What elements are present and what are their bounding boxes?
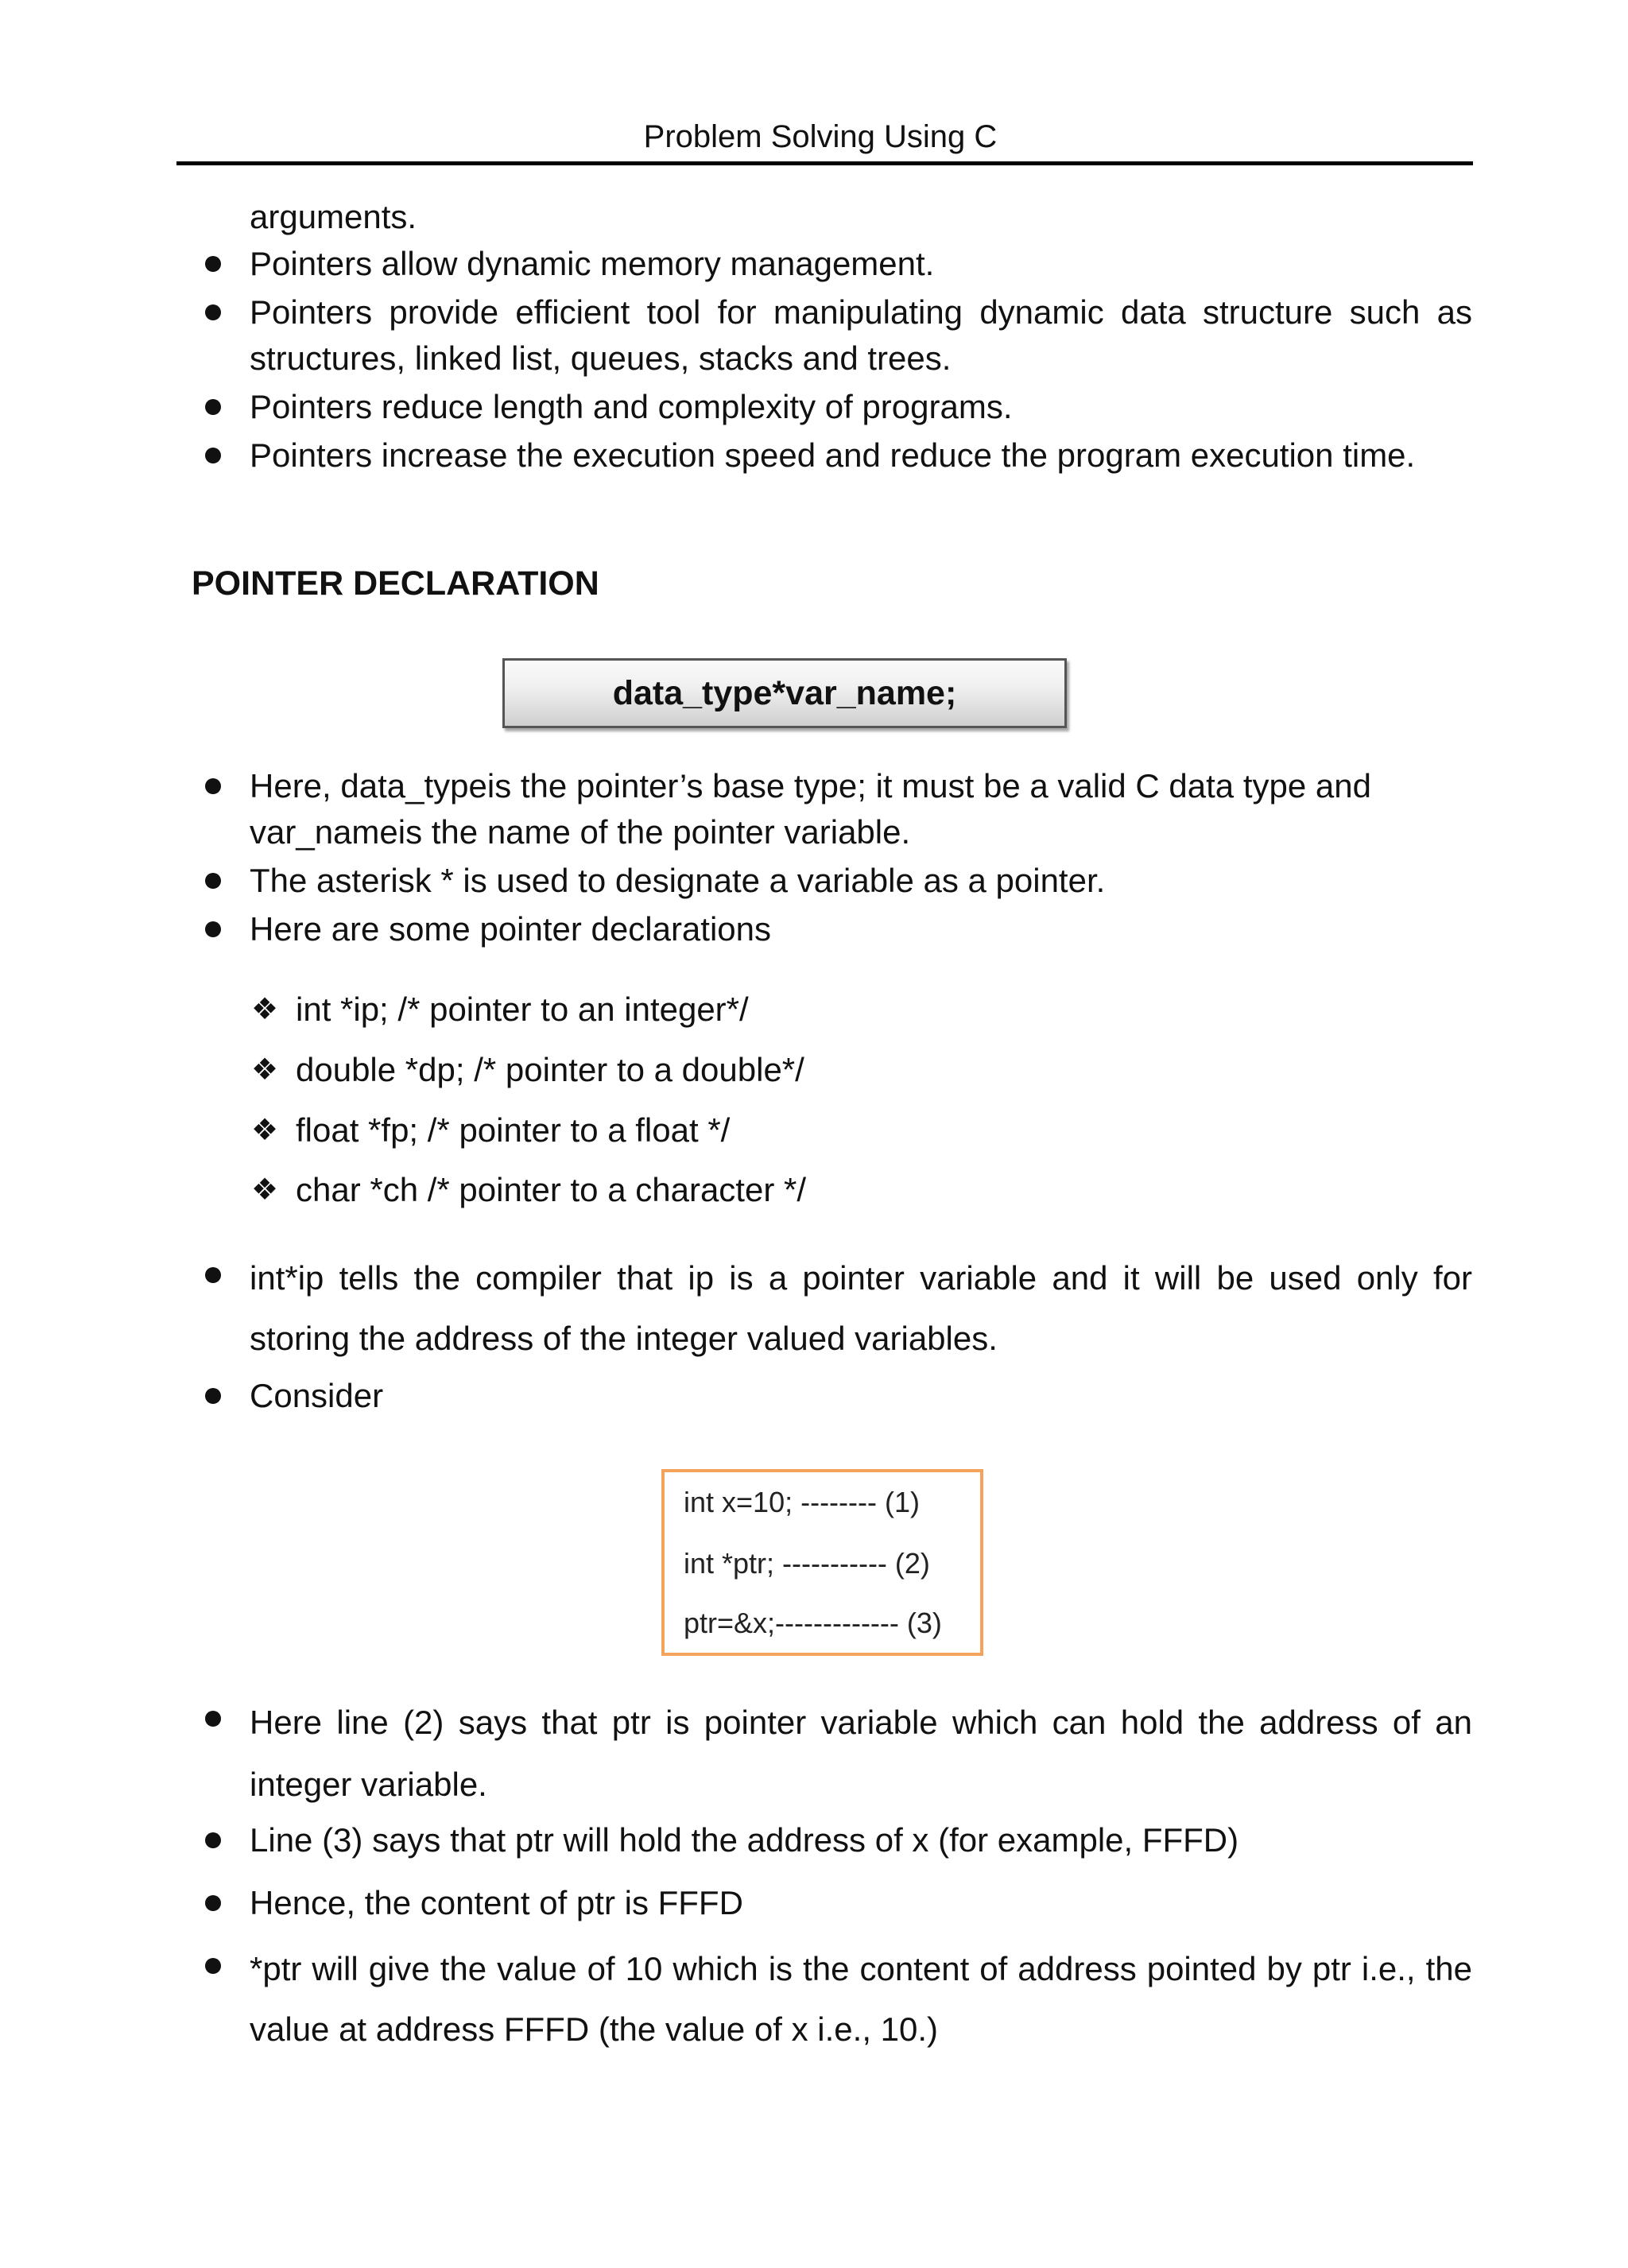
bullet-dot: [205, 1895, 221, 1911]
code-line: ptr=&x;------------- (3): [684, 1607, 942, 1639]
diamond-bullet-icon: ❖: [251, 993, 279, 1026]
bullet-text: The asterisk * is used to designate a variable as a pointer.: [250, 862, 1106, 899]
example-item: int *ip; /* pointer to an integer*/: [296, 991, 749, 1028]
code-snippet-box: [661, 1469, 983, 1656]
diamond-bullet-icon: ❖: [251, 1173, 279, 1207]
bullet-dot: [205, 778, 221, 794]
bullet-text: Here, data_typeis the pointer’s base type; it must be a valid C data type and var_nameis the name of the pointer variable.: [250, 767, 1371, 851]
diamond-bullet-icon: ❖: [251, 1053, 279, 1087]
code-line: int x=10; -------- (1): [684, 1486, 920, 1518]
bullet-text: Line (3) says that ptr will hold the address of x (for example, FFFD): [250, 1821, 1239, 1859]
bullet-text: int*ip tells the compiler that ip is a pointer variable and it will be used only for storing the address of the integer valued variables.: [250, 1259, 1472, 1357]
bullet-dot: [205, 921, 221, 937]
bullet-dot: [205, 448, 221, 463]
bullet-text: Pointers allow dynamic memory management.: [250, 245, 935, 282]
bullet-dot: [205, 304, 221, 320]
example-item: float *fp; /* pointer to a float */: [296, 1111, 731, 1149]
continuation-text: arguments.: [250, 198, 417, 235]
bullet-dot: [205, 1267, 221, 1283]
running-header: Problem Solving Using C: [643, 119, 998, 154]
bullet-dot: [205, 1711, 221, 1727]
bullet-dot: [205, 1958, 221, 1974]
bullet-dot: [205, 873, 221, 889]
syntax-box: [502, 658, 1067, 728]
example-item: double *dp; /* pointer to a double*/: [296, 1051, 804, 1088]
bullet-text: Here are some pointer declarations: [250, 910, 772, 948]
bullet-text: Pointers increase the execution speed and reduce the program execution time.: [250, 436, 1416, 474]
example-item: char *ch /* pointer to a character */: [296, 1171, 806, 1208]
bullet-text: Pointers reduce length and complexity of programs.: [250, 388, 1013, 425]
header-rule: [176, 161, 1473, 165]
bullet-text: *ptr will give the value of 10 which is the content of address pointed by ptr i.e., the value at address FFFD (the value of x i.e., 10.): [250, 1950, 1472, 2048]
section-heading: POINTER DECLARATION: [192, 564, 599, 603]
bullet-text: Hence, the content of ptr is FFFD: [250, 1884, 743, 1921]
bullet-dot: [205, 1832, 221, 1848]
diamond-bullet-icon: ❖: [251, 1114, 279, 1147]
bullet-text: Here line (2) says that ptr is pointer variable which can hold the address of an integer variable.: [250, 1704, 1472, 1803]
bullet-dot: [205, 256, 221, 272]
code-line: int *ptr; ----------- (2): [684, 1547, 930, 1580]
bullet-dot: [205, 1388, 221, 1404]
syntax-text: data_type*var_name;: [612, 673, 957, 712]
bullet-text: Pointers provide efficient tool for manipulating dynamic data structure such as structures, linked list, queues, stacks and trees.: [250, 293, 1472, 377]
bullet-text: Consider: [250, 1377, 384, 1414]
bullet-dot: [205, 399, 221, 415]
